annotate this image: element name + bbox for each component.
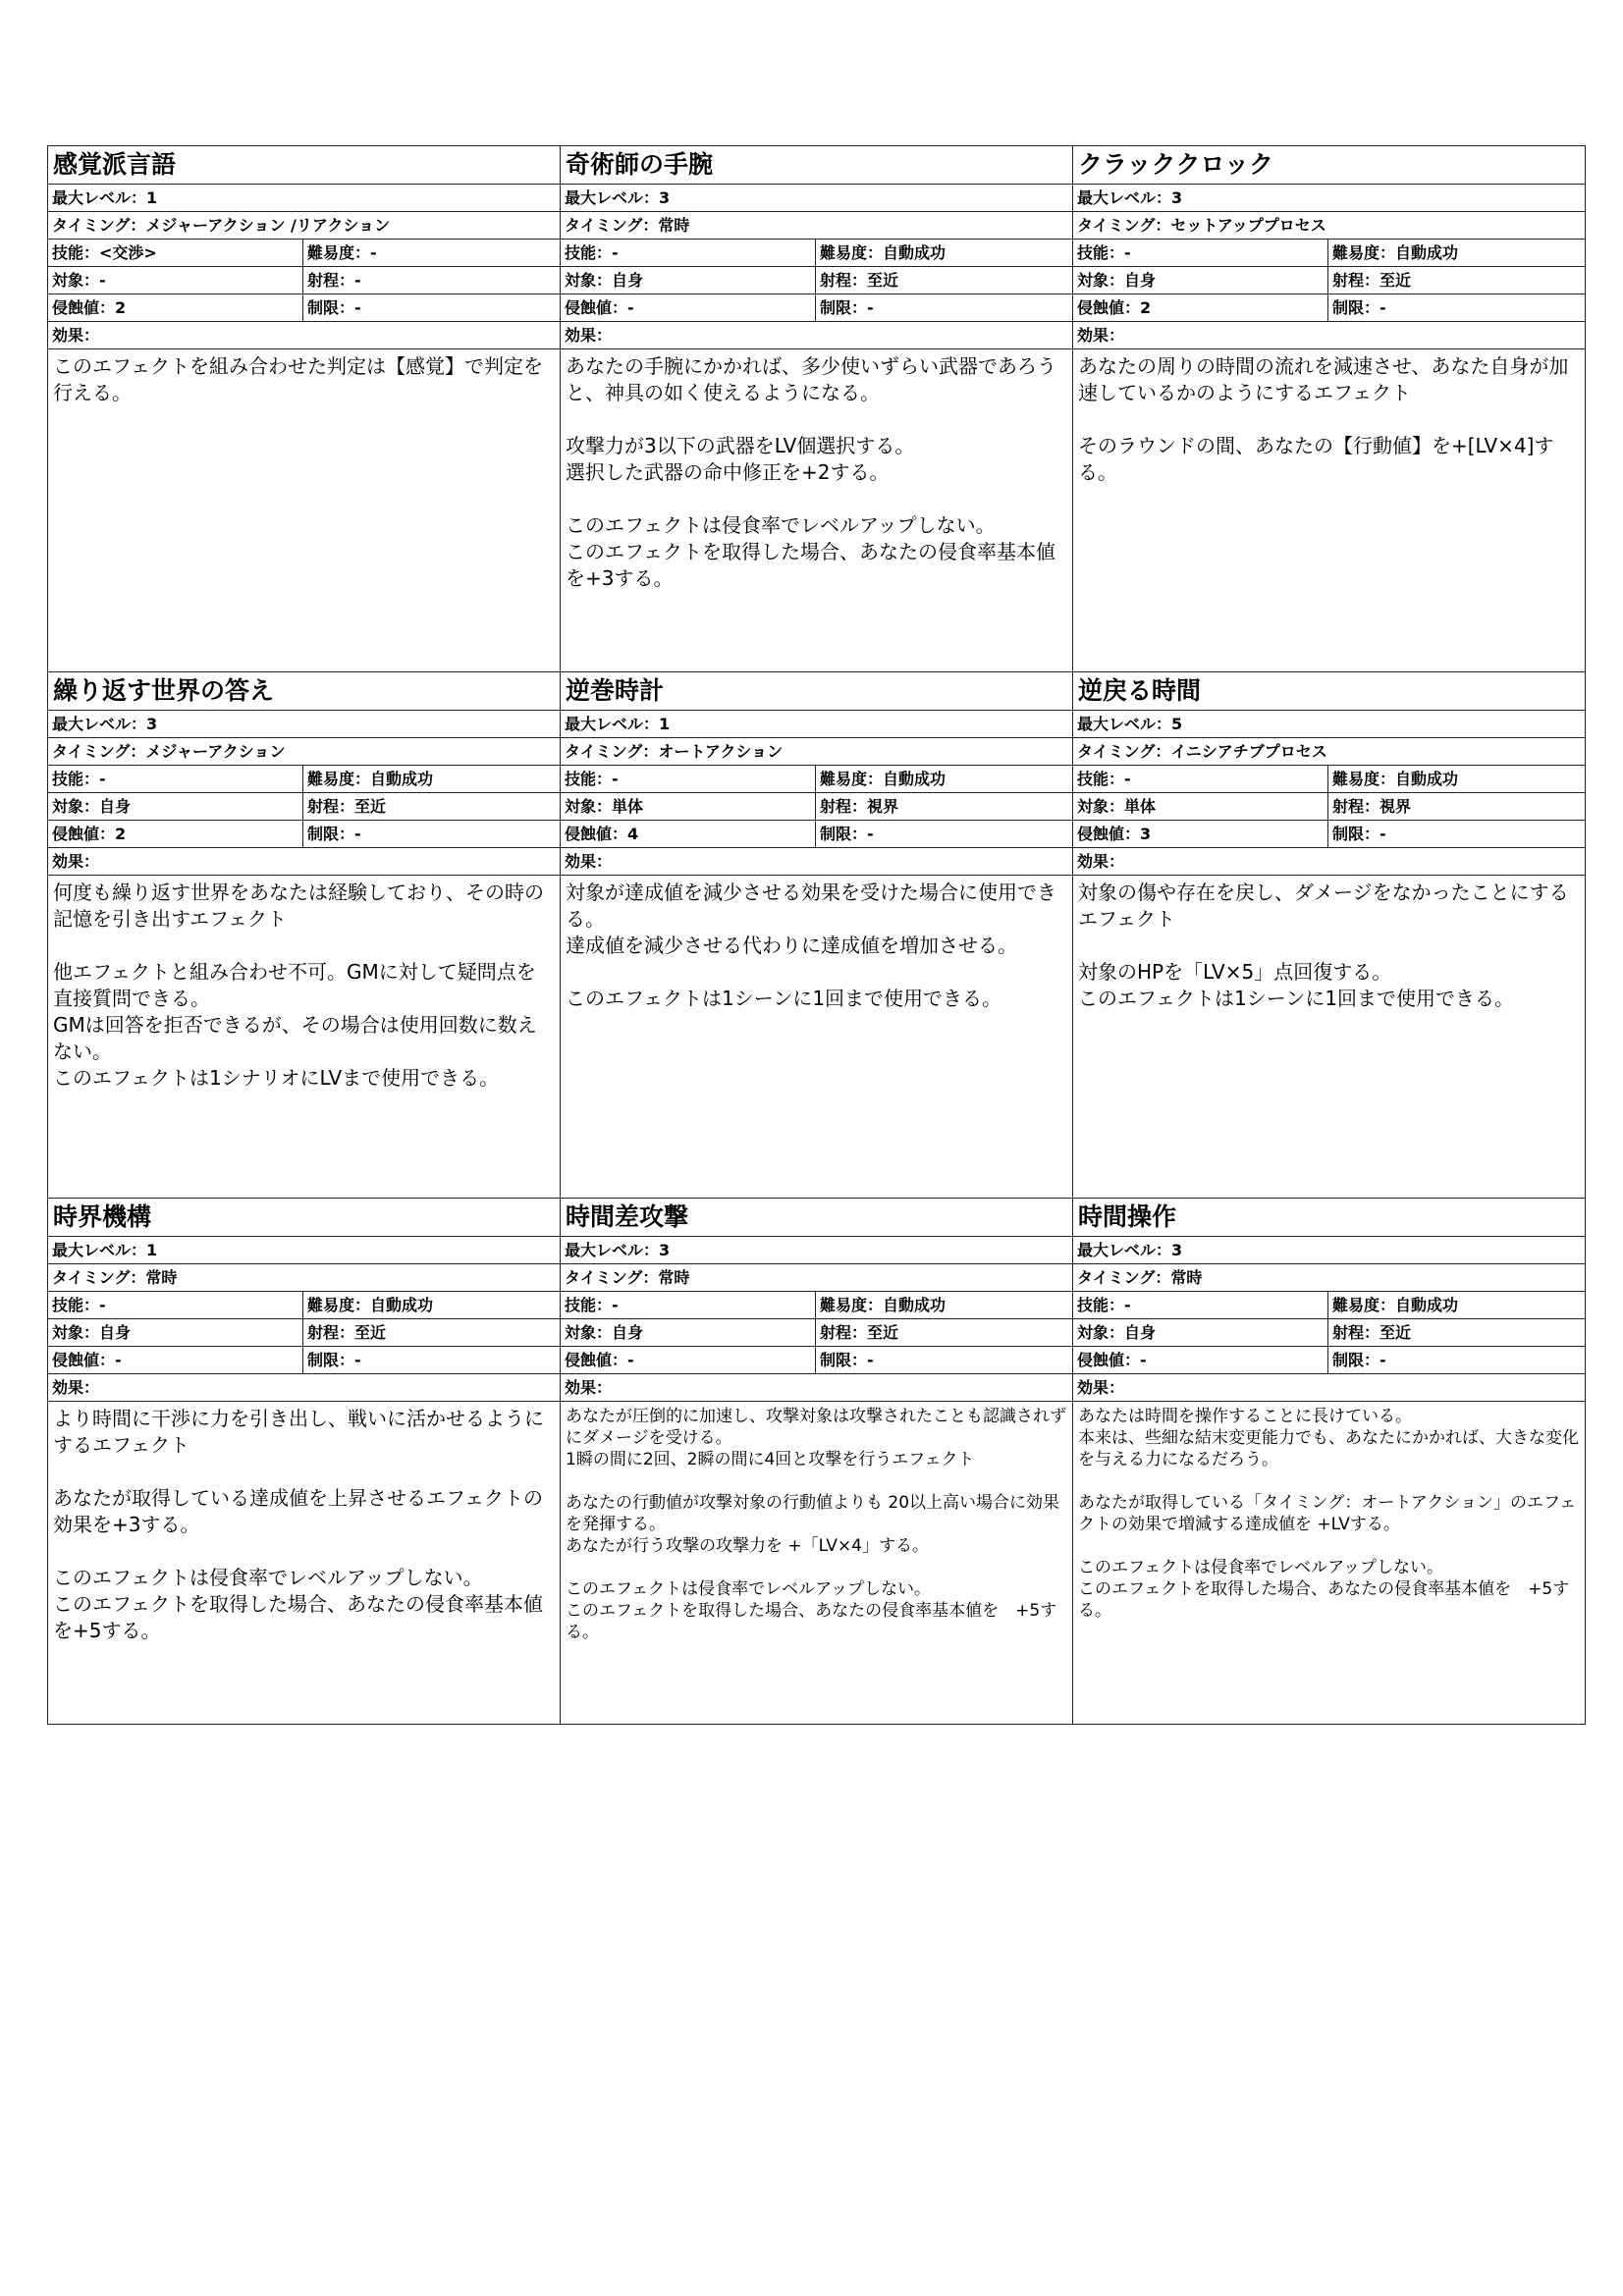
erosion-limit-row — [48, 294, 560, 322]
limit-label: 制限： — [1332, 1351, 1380, 1369]
skill-difficulty-row — [1073, 766, 1585, 793]
difficulty-value: 自動成功 — [883, 770, 947, 788]
effect-label: 効果： — [1077, 326, 1125, 345]
target-label: 対象： — [1077, 797, 1125, 816]
max-level-label: 最大レベル： — [565, 188, 660, 207]
max-level-row — [48, 711, 560, 738]
erosion-label: 侵蝕値： — [565, 298, 628, 317]
skill-value: - — [612, 243, 619, 262]
max-level-label: 最大レベル： — [565, 715, 660, 733]
timing-label: タイミング： — [52, 742, 146, 761]
skill-label: 技能： — [52, 770, 100, 788]
erosion-value: 2 — [115, 825, 127, 843]
effect-label: 効果： — [52, 1378, 100, 1397]
difficulty-value: 自動成功 — [370, 1296, 434, 1314]
range-label: 射程： — [820, 797, 868, 816]
effect-card — [561, 672, 1073, 1199]
range-value: - — [354, 271, 361, 290]
range-value: 至近 — [1380, 271, 1412, 290]
difficulty-value: - — [370, 243, 377, 262]
effect-label: 効果： — [565, 1378, 613, 1397]
difficulty-label: 難易度： — [1332, 1296, 1396, 1314]
timing-row — [1073, 1264, 1585, 1292]
effect-label-row — [1073, 1374, 1585, 1402]
target-label: 対象： — [565, 271, 613, 290]
range-label: 射程： — [820, 271, 868, 290]
max-level-row — [561, 711, 1072, 738]
skill-label: 技能： — [52, 243, 100, 262]
range-label: 射程： — [1332, 797, 1380, 816]
target-range-row — [1073, 793, 1585, 821]
target-value: 自身 — [1124, 1323, 1157, 1342]
target-label: 対象： — [565, 797, 613, 816]
effect-text: あなたの周りの時間の流れを減速させ、あなた自身が加速しているかのようにするエフェクト そのラウンドの間、あなたの【行動値】を+[LV×4]する。 — [1078, 354, 1569, 484]
difficulty-label: 難易度： — [820, 243, 884, 262]
timing-row — [48, 212, 560, 240]
max-level-value: 3 — [146, 715, 158, 733]
difficulty-value: 自動成功 — [883, 243, 947, 262]
timing-value: 常時 — [658, 1268, 690, 1287]
skill-value: - — [1124, 1296, 1131, 1314]
range-label: 射程： — [1332, 1323, 1380, 1342]
effect-label-row — [561, 322, 1072, 349]
skill-label: 技能： — [565, 770, 613, 788]
timing-label: タイミング： — [565, 742, 659, 761]
skill-difficulty-row — [48, 240, 560, 267]
target-label: 対象： — [52, 797, 100, 816]
max-level-label: 最大レベル： — [1077, 1241, 1172, 1259]
difficulty-label: 難易度： — [820, 770, 884, 788]
limit-value: - — [1380, 1351, 1386, 1369]
target-range-row — [48, 793, 560, 821]
timing-label: タイミング： — [1077, 742, 1171, 761]
effect-label-row — [561, 1374, 1072, 1402]
max-level-label: 最大レベル： — [565, 1241, 660, 1259]
timing-label: タイミング： — [565, 1268, 659, 1287]
limit-value: - — [1380, 298, 1386, 317]
effect-label: 効果： — [1077, 1378, 1125, 1397]
target-range-row — [48, 267, 560, 294]
limit-label: 制限： — [820, 1351, 868, 1369]
effect-label-row — [561, 848, 1072, 876]
effect-name: 時界機構 — [48, 1199, 560, 1237]
max-level-row — [561, 185, 1072, 212]
skill-value: - — [612, 770, 619, 788]
skill-label: 技能： — [1077, 243, 1125, 262]
effect-text: 対象が達成値を減少させる効果を受けた場合に使用できる。 達成値を減少させる代わりに達成値を増加させる。 このエフェクトは1シーンに1回まで使用できる。 — [566, 881, 1056, 1010]
timing-row — [561, 1264, 1072, 1292]
difficulty-label: 難易度： — [1332, 770, 1396, 788]
limit-label: 制限： — [307, 1351, 355, 1369]
target-range-row — [1073, 267, 1585, 294]
target-range-row — [561, 1319, 1072, 1347]
timing-label: タイミング： — [565, 216, 659, 235]
target-range-row — [561, 267, 1072, 294]
timing-row — [561, 212, 1072, 240]
limit-label: 制限： — [820, 825, 868, 843]
effect-label-row — [48, 322, 560, 349]
effect-card — [48, 146, 561, 672]
effect-card — [1073, 146, 1586, 672]
difficulty-value: 自動成功 — [1395, 770, 1459, 788]
max-level-value: 5 — [1171, 715, 1183, 733]
effect-name: 逆巻時計 — [561, 672, 1072, 711]
limit-value: - — [867, 825, 874, 843]
erosion-limit-row — [1073, 1347, 1585, 1374]
timing-label: タイミング： — [1077, 216, 1171, 235]
target-label: 対象： — [1077, 271, 1125, 290]
limit-value: - — [867, 298, 874, 317]
limit-value: - — [1380, 825, 1386, 843]
skill-label: 技能： — [565, 1296, 613, 1314]
range-label: 射程： — [307, 1323, 355, 1342]
range-value: 至近 — [867, 1323, 899, 1342]
max-level-value: 1 — [146, 188, 158, 207]
timing-value: メジャーアクション /リアクション — [145, 216, 391, 235]
target-value: 自身 — [99, 1323, 132, 1342]
erosion-label: 侵蝕値： — [565, 825, 628, 843]
difficulty-value: 自動成功 — [1395, 243, 1459, 262]
difficulty-label: 難易度： — [307, 1296, 371, 1314]
limit-label: 制限： — [1332, 298, 1380, 317]
timing-row — [48, 738, 560, 766]
range-label: 射程： — [820, 1323, 868, 1342]
max-level-row — [1073, 1237, 1585, 1264]
erosion-value: 4 — [627, 825, 639, 843]
max-level-row — [1073, 711, 1585, 738]
effect-text: より時間に干渉に力を引き出し、戦いに活かせるようにするエフェクト あなたが取得している達成値を上昇させるエフェクトの効果を+3する。 このエフェクトは侵食率でレベルアップしない。 このエフェクトを取得した場合、あなたの侵食率基本値を+5する。 — [53, 1407, 544, 1642]
difficulty-value: 自動成功 — [1395, 1296, 1459, 1314]
erosion-value: - — [627, 298, 634, 317]
erosion-value: - — [1140, 1351, 1147, 1369]
difficulty-value: 自動成功 — [370, 770, 434, 788]
timing-value: イニシアチブプロセス — [1170, 742, 1327, 761]
target-value: - — [99, 271, 106, 290]
effect-text: あなたは時間を操作することに長けている。 本来は、些細な結末変更能力でも、あなたにかかれば、大きな変化を与える力になるだろう。 あなたが取得している「タイミング：オートアクション」のエフェクトの効果で増減する達成値を +LVする。 このエフェクトは侵食率でレベルアップしない。 このエフェクトを取得した場合、あなたの侵食率基本値を +5する。 — [1078, 1407, 1579, 1621]
skill-difficulty-row — [48, 1292, 560, 1319]
skill-value: - — [99, 1296, 106, 1314]
skill-difficulty-row — [48, 766, 560, 793]
range-label: 射程： — [1332, 271, 1380, 290]
target-value: 単体 — [1124, 797, 1157, 816]
range-value: 至近 — [1380, 1323, 1412, 1342]
erosion-value: - — [627, 1351, 634, 1369]
skill-value: <交渉> — [99, 243, 157, 262]
skill-value: - — [1124, 770, 1131, 788]
effect-text: あなたの手腕にかかれば、多少使いずらい武器であろうと、神具の如く使えるようになる。 攻撃力が3以下の武器をLV個選択する。 選択した武器の命中修正を+2する。 このエフェクトは侵食率でレベルアップしない。 このエフェクトを取得した場合、あなたの侵食率基本値を+3する。 — [566, 354, 1056, 590]
skill-difficulty-row — [561, 766, 1072, 793]
timing-row — [1073, 738, 1585, 766]
erosion-label: 侵蝕値： — [1077, 825, 1141, 843]
difficulty-value: 自動成功 — [883, 1296, 947, 1314]
skill-difficulty-row — [561, 1292, 1072, 1319]
erosion-value: 2 — [1140, 298, 1152, 317]
range-value: 至近 — [354, 797, 387, 816]
erosion-value: 3 — [1140, 825, 1152, 843]
target-value: 自身 — [612, 271, 644, 290]
erosion-label: 侵蝕値： — [1077, 298, 1141, 317]
effect-name: 繰り返す世界の答え — [48, 672, 560, 711]
target-label: 対象： — [1077, 1323, 1125, 1342]
target-range-row — [1073, 1319, 1585, 1347]
erosion-limit-row — [48, 821, 560, 848]
skill-label: 技能： — [565, 243, 613, 262]
effect-name: 時間差攻撃 — [561, 1199, 1072, 1237]
timing-label: タイミング： — [52, 216, 146, 235]
effect-card — [561, 1199, 1073, 1725]
effect-label-row — [1073, 322, 1585, 349]
effect-label: 効果： — [52, 852, 100, 871]
effect-label-row — [48, 848, 560, 876]
timing-value: 常時 — [658, 216, 690, 235]
target-label: 対象： — [52, 271, 100, 290]
range-label: 射程： — [307, 271, 355, 290]
erosion-label: 侵蝕値： — [1077, 1351, 1141, 1369]
timing-value: メジャーアクション — [145, 742, 286, 761]
skill-difficulty-row — [1073, 1292, 1585, 1319]
erosion-limit-row — [1073, 821, 1585, 848]
timing-value: セットアッププロセス — [1170, 216, 1326, 235]
target-value: 自身 — [612, 1323, 644, 1342]
range-value: 視界 — [867, 797, 899, 816]
difficulty-label: 難易度： — [1332, 243, 1396, 262]
effect-card — [1073, 672, 1586, 1199]
limit-label: 制限： — [820, 298, 868, 317]
max-level-row — [48, 185, 560, 212]
effect-card — [48, 672, 561, 1199]
timing-label: タイミング： — [52, 1268, 146, 1287]
skill-difficulty-row — [1073, 240, 1585, 267]
max-level-label: 最大レベル： — [52, 188, 147, 207]
erosion-label: 侵蝕値： — [52, 1351, 116, 1369]
limit-value: - — [354, 1351, 361, 1369]
max-level-value: 3 — [1171, 1241, 1183, 1259]
effect-text: 何度も繰り返す世界をあなたは経験しており、その時の記憶を引き出すエフェクト 他エフェクトと組み合わせ不可。GMに対して疑問点を直接質問できる。 GMは回答を拒否できるが、その場合は使用回数に数えない。 このエフェクトは1シナリオにLVまで使用できる。 — [53, 881, 544, 1090]
effect-label: 効果： — [52, 326, 100, 345]
target-value: 単体 — [612, 797, 644, 816]
target-label: 対象： — [52, 1323, 100, 1342]
limit-value: - — [867, 1351, 874, 1369]
max-level-value: 3 — [659, 188, 671, 207]
max-level-row — [561, 1237, 1072, 1264]
max-level-label: 最大レベル： — [52, 715, 147, 733]
target-range-row — [48, 1319, 560, 1347]
erosion-value: - — [115, 1351, 122, 1369]
effect-name: 時間操作 — [1073, 1199, 1585, 1237]
skill-label: 技能： — [1077, 1296, 1125, 1314]
effect-card — [561, 146, 1073, 672]
limit-label: 制限： — [307, 298, 355, 317]
max-level-value: 3 — [1171, 188, 1183, 207]
max-level-row — [1073, 185, 1585, 212]
target-value: 自身 — [1124, 271, 1157, 290]
range-value: 至近 — [867, 271, 899, 290]
difficulty-label: 難易度： — [820, 1296, 884, 1314]
erosion-value: 2 — [115, 298, 127, 317]
target-value: 自身 — [99, 797, 132, 816]
effect-card — [1073, 1199, 1586, 1725]
max-level-value: 3 — [659, 1241, 671, 1259]
timing-value: オートアクション — [658, 742, 784, 761]
limit-value: - — [354, 825, 361, 843]
timing-row — [561, 738, 1072, 766]
limit-label: 制限： — [307, 825, 355, 843]
skill-label: 技能： — [1077, 770, 1125, 788]
effect-label-row — [1073, 848, 1585, 876]
effect-sheet — [47, 145, 1586, 1725]
effect-text: 対象の傷や存在を戻し、ダメージをなかったことにするエフェクト 対象のHPを「LV×5」点回復する。 このエフェクトは1シーンに1回まで使用できる。 — [1078, 881, 1569, 1010]
effect-card — [48, 1199, 561, 1725]
effect-label-row — [48, 1374, 560, 1402]
effect-label: 効果： — [565, 852, 613, 871]
erosion-limit-row — [561, 1347, 1072, 1374]
max-level-label: 最大レベル： — [1077, 188, 1172, 207]
effect-label: 効果： — [1077, 852, 1125, 871]
skill-difficulty-row — [561, 240, 1072, 267]
effect-label: 効果： — [565, 326, 613, 345]
difficulty-label: 難易度： — [307, 243, 371, 262]
skill-label: 技能： — [52, 1296, 100, 1314]
erosion-label: 侵蝕値： — [565, 1351, 628, 1369]
effect-name: 感覚派言語 — [48, 146, 560, 185]
difficulty-label: 難易度： — [307, 770, 371, 788]
timing-row — [48, 1264, 560, 1292]
range-label: 射程： — [307, 797, 355, 816]
effect-text: あなたが圧倒的に加速し、攻撃対象は攻撃されたことも認識されずにダメージを受ける。 1瞬の間に2回、2瞬の間に4回と攻撃を行うエフェクト あなたの行動値が攻撃対象の行動値よりも 20以上高い場合に効果を発揮する。 あなたが行う攻撃の攻撃力を +「LV×4」する。 このエフェクトは侵食率でレベルアップしない。 このエフェクトを取得した場合、あなたの侵食率基本値を +5する。 — [566, 1407, 1066, 1642]
target-label: 対象： — [565, 1323, 613, 1342]
range-value: 至近 — [354, 1323, 387, 1342]
effect-text: このエフェクトを組み合わせた判定は【感覚】で判定を行える。 — [53, 354, 543, 404]
effect-name: 逆戻る時間 — [1073, 672, 1585, 711]
skill-value: - — [612, 1296, 619, 1314]
max-level-value: 1 — [146, 1241, 158, 1259]
timing-row — [1073, 212, 1585, 240]
limit-label: 制限： — [1332, 825, 1380, 843]
erosion-label: 侵蝕値： — [52, 298, 116, 317]
timing-value: 常時 — [1170, 1268, 1203, 1287]
max-level-value: 1 — [659, 715, 671, 733]
max-level-row — [48, 1237, 560, 1264]
erosion-limit-row — [48, 1347, 560, 1374]
erosion-limit-row — [561, 294, 1072, 322]
effect-name: クラッククロック — [1073, 146, 1585, 185]
range-value: 視界 — [1380, 797, 1412, 816]
skill-value: - — [99, 770, 106, 788]
max-level-label: 最大レベル： — [52, 1241, 147, 1259]
timing-value: 常時 — [145, 1268, 178, 1287]
erosion-limit-row — [1073, 294, 1585, 322]
effect-name: 奇術師の手腕 — [561, 146, 1072, 185]
erosion-label: 侵蝕値： — [52, 825, 116, 843]
target-range-row — [561, 793, 1072, 821]
erosion-limit-row — [561, 821, 1072, 848]
max-level-label: 最大レベル： — [1077, 715, 1172, 733]
limit-value: - — [354, 298, 361, 317]
timing-label: タイミング： — [1077, 1268, 1171, 1287]
skill-value: - — [1124, 243, 1131, 262]
